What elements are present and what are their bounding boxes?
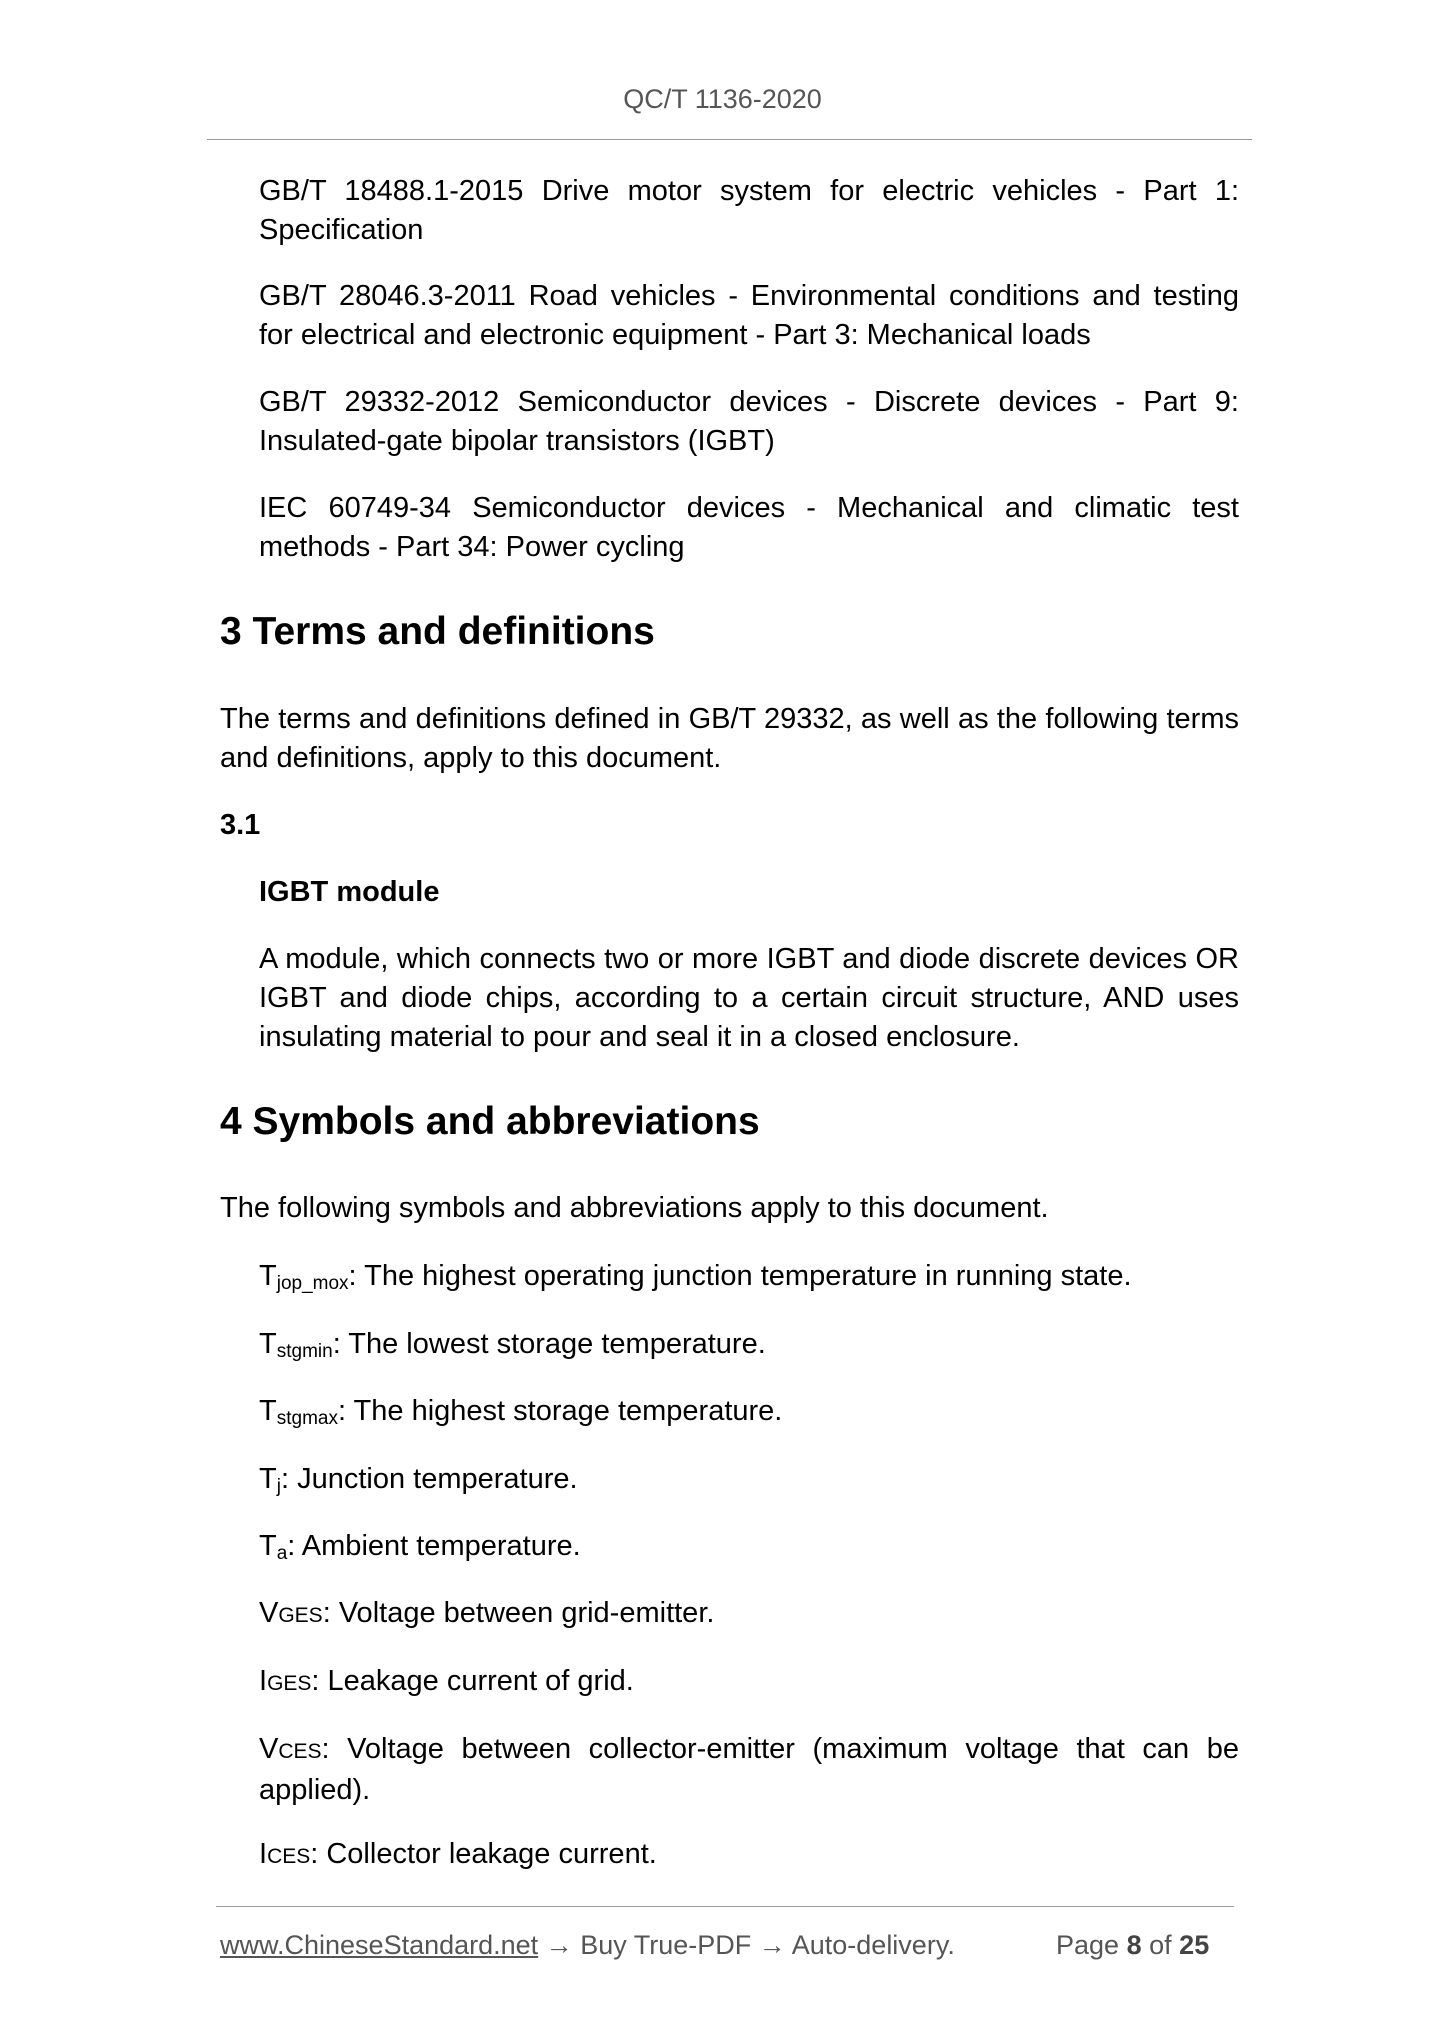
clause-number: 3.1 (220, 809, 261, 841)
symbol-entry: VGES: Voltage between grid-emitter. (259, 1597, 715, 1629)
reference-item: GB/T 28046.3-2011 Road vehicles - Environmental conditions and testing for electrical and electronic equipment - Part 3: Mechanical loads (259, 280, 1239, 351)
page-indicator: Page 8 of 25 (1056, 1930, 1210, 1960)
reference-item: GB/T 18488.1-2015 Drive motor system for electric vehicles - Part 1: Specification (259, 175, 1239, 246)
current-page-number: 8 (1126, 1930, 1142, 1960)
section-heading-terms: 3 Terms and definitions (220, 610, 655, 653)
symbol-entry: $T_{jop\_mox}$: The highest operating junction temperature in running state. (259, 1260, 1132, 1294)
term-title: IGBT module (259, 876, 440, 908)
reference-item: IEC 60749-34 Semiconductor devices - Mechanical and climatic test methods - Part 34: Power cycling (259, 492, 1239, 563)
symbol-entry: $T_a$: Ambient temperature. (259, 1530, 581, 1564)
term-definition: A module, which connects two or more IGBT and diode discrete devices OR IGBT and diode chips, according to a certain circuit structure, AND uses insulating material to pour and seal it in a closed enclosure. (259, 943, 1239, 1053)
symbol-entry: ICES: Collector leakage current. (259, 1838, 657, 1870)
symbol-entry: $T_{stgmin}$: The lowest storage temperature. (259, 1328, 766, 1362)
reference-item: GB/T 29332-2012 Semiconductor devices - Discrete devices - Part 9: Insulated-gate bipolar transistors (IGBT) (259, 386, 1239, 457)
page-header: QC/T 1136-2020 (623, 84, 822, 114)
footer-promo (220, 1928, 955, 1962)
symbol-entry: $T_j$: Junction temperature. (259, 1463, 578, 1497)
section-intro-terms: The terms and definitions defined in GB/T 29332, as well as the following terms and definitions, apply to this document. (220, 703, 1239, 774)
section-intro-symbols: The following symbols and abbreviations apply to this document. (220, 1192, 1049, 1224)
footer-promo-text: → Buy True-PDF → Auto-delivery. (538, 1930, 955, 1960)
total-page-number: 25 (1179, 1930, 1210, 1960)
symbol-entry: IGES: Leakage current of grid. (259, 1665, 634, 1697)
symbol-entry: $T_{stgmax}$: The highest storage temperature. (259, 1395, 783, 1429)
chinesestandard-link[interactable]: www.ChineseStandard.net (220, 1930, 539, 1960)
symbol-entry: VCES: Voltage between collector-emitter (maximum voltage that can be applied). (259, 1733, 1239, 1806)
section-heading-symbols: 4 Symbols and abbreviations (220, 1100, 760, 1143)
footer-divider (216, 1906, 1234, 1907)
